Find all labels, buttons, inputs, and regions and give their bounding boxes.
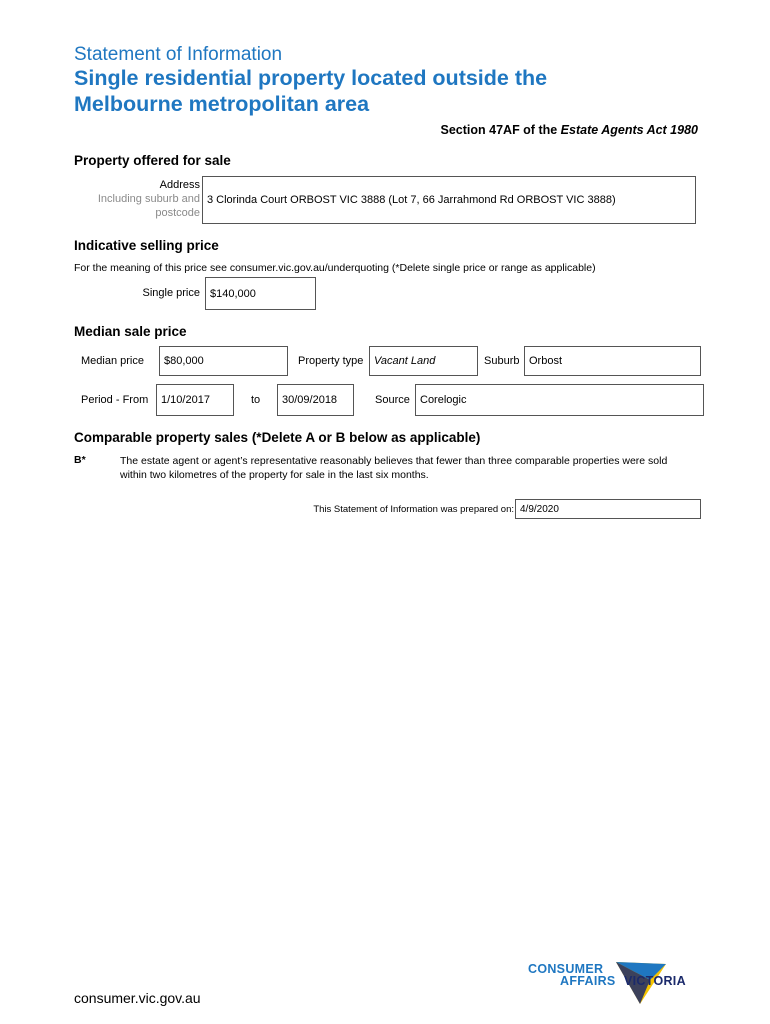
- property-offered-heading: Property offered for sale: [74, 153, 231, 168]
- source-field[interactable]: Corelogic: [415, 384, 704, 416]
- document-kicker: Statement of Information: [74, 44, 283, 65]
- indicative-price-heading: Indicative selling price: [74, 238, 219, 253]
- option-b-text: The estate agent or agent’s representative reasonably believes that fewer than three comparable properties were sold within two kilometres of the property for sale in the last six months.: [120, 455, 668, 481]
- address-sub-label-1: Including suburb and: [97, 193, 200, 205]
- median-price-field[interactable]: $80,000: [159, 346, 288, 376]
- document-title-line-1: Single residential property located outside the: [74, 66, 548, 90]
- prepared-date-field[interactable]: 4/9/2020: [515, 499, 701, 519]
- logo-consumer-text: CONSUMER: [528, 962, 604, 976]
- median-sale-heading: Median sale price: [74, 324, 187, 339]
- single-price-label: Single price: [142, 287, 200, 299]
- section-prefix: Section 47AF of the: [440, 123, 561, 137]
- footer-url: consumer.vic.gov.au: [74, 990, 201, 1006]
- suburb-label: Suburb: [484, 355, 520, 367]
- comparable-sales-heading: Comparable property sales (*Delete A or B below as applicable): [74, 430, 481, 445]
- address-sub-label-2: postcode: [155, 207, 200, 219]
- suburb-field[interactable]: Orbost: [524, 346, 701, 376]
- median-price-label: Median price: [81, 355, 144, 367]
- property-type-label: Property type: [298, 355, 364, 367]
- period-from-label: Period - From: [81, 394, 149, 406]
- property-type-field[interactable]: Vacant Land: [369, 346, 478, 376]
- indicative-price-note: For the meaning of this price see consumer.vic.gov.au/underquoting (*Delete single price or range as applicable): [74, 262, 596, 274]
- consumer-affairs-victoria-logo: [528, 958, 708, 1008]
- address-field[interactable]: 3 Clorinda Court ORBOST VIC 3888 (Lot 7, 66 Jarrahmond Rd ORBOST VIC 3888): [202, 176, 696, 224]
- prepared-on-label: This Statement of Information was prepared on:: [313, 504, 514, 515]
- logo-victoria-text: VICTORIA: [624, 974, 686, 988]
- logo-affairs-text: AFFAIRS: [560, 974, 616, 988]
- document-title-line-2: Melbourne metropolitan area: [74, 92, 370, 116]
- period-from-field[interactable]: 1/10/2017: [156, 384, 234, 416]
- period-to-label: to: [251, 394, 261, 406]
- period-to-field[interactable]: 30/09/2018: [277, 384, 354, 416]
- act-name: Estate Agents Act 1980: [560, 123, 698, 137]
- source-label: Source: [375, 394, 410, 406]
- address-label: Address: [159, 179, 200, 191]
- section-reference: [441, 123, 698, 137]
- option-b-label: B*: [74, 454, 86, 466]
- single-price-field[interactable]: $140,000: [205, 277, 316, 310]
- document-title: [74, 65, 674, 117]
